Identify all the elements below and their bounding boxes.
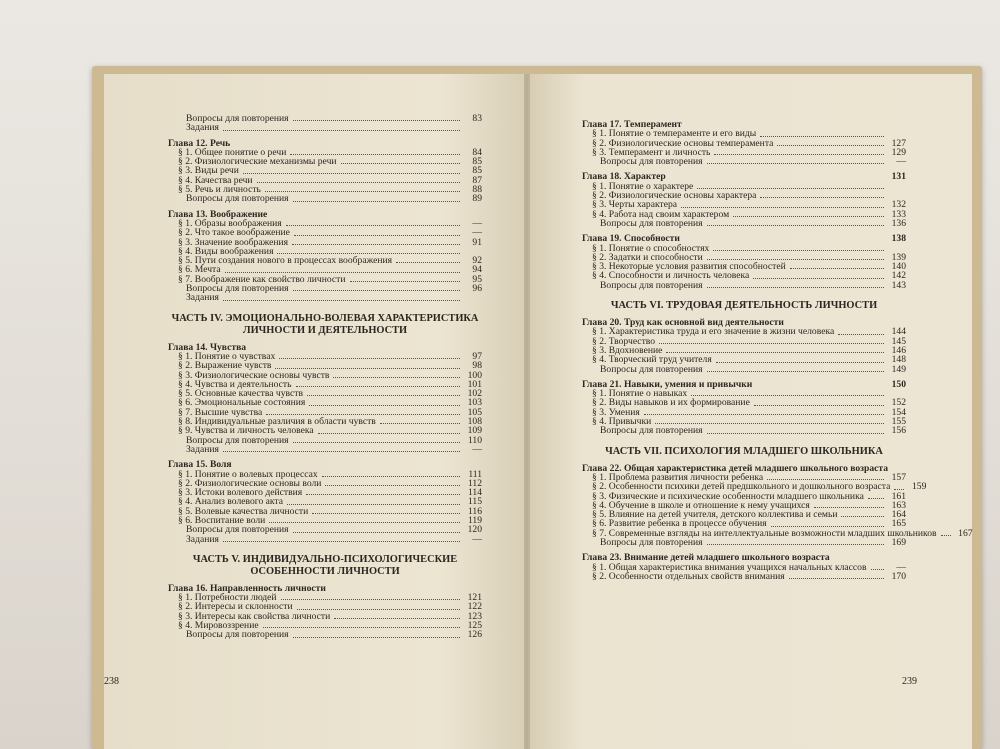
entry-title: § 2. Творчество <box>592 335 656 347</box>
entry-page-number: 149 <box>891 363 906 375</box>
dot-leader <box>309 405 460 406</box>
dot-leader <box>341 163 460 164</box>
part-heading: ЧАСТЬ IV. ЭМОЦИОНАЛЬНО-ВОЛЕВАЯ ХАРАКТЕРИСТИКА ЛИЧНОСТИ И ДЕЯТЕЛЬНОСТИ <box>171 312 479 336</box>
entry-title: Вопросы для повторения <box>186 434 289 446</box>
dot-leader <box>760 197 884 198</box>
toc-subentry <box>590 538 906 547</box>
entry-title: § 3. Истоки волевого действия <box>178 487 303 499</box>
entry-title: § 3. Вдохновение <box>592 344 663 356</box>
toc-subentry <box>176 445 482 454</box>
entry-title: § 5. Речь и личность <box>178 184 261 196</box>
dot-leader <box>871 569 884 570</box>
entry-title: § 3. Физические и психические особенности младшего школьника <box>592 490 864 502</box>
entry-page-number: 122 <box>467 601 482 613</box>
toc-subentry <box>176 525 482 534</box>
entry-title: Задания <box>186 122 219 134</box>
entry-title: § 4. Чувства и деятельность <box>178 378 292 390</box>
entry-title: § 3. Умения <box>592 406 640 418</box>
entry-page-number: 155 <box>891 416 906 428</box>
entry-title: Глава 21. Навыки, умения и привычки <box>582 378 753 390</box>
entry-page-number: 157 <box>891 471 906 483</box>
dot-leader <box>290 154 460 155</box>
entry-title: § 3. Виды речи <box>178 165 239 177</box>
entry-page-number: 114 <box>467 487 482 499</box>
entry-page-number: 139 <box>891 251 906 263</box>
toc-subentry <box>590 157 906 166</box>
entry-title: § 2. Физиологические основы характера <box>592 190 757 202</box>
entry-title: § 3. Физиологические основы чувств <box>178 369 330 381</box>
dot-leader <box>707 433 884 434</box>
entry-title: § 4. Анализ волевого акта <box>178 496 283 508</box>
dot-leader <box>286 225 460 226</box>
entry-title: Глава 20. Труд как основной вид деятельности <box>582 317 784 329</box>
entry-page-number: 167 <box>958 527 973 539</box>
entry-title: § 2. Выражение чувств <box>178 360 272 372</box>
dot-leader <box>296 386 461 387</box>
dot-leader <box>756 386 884 387</box>
toc-subentry <box>176 114 482 123</box>
entry-page-number: 103 <box>467 397 482 409</box>
dot-leader <box>767 479 884 480</box>
dot-leader <box>307 395 460 396</box>
entry-title: § 6. Эмоциональные состояния <box>178 397 306 409</box>
dot-leader <box>894 489 904 490</box>
entry-page-number: 120 <box>467 524 482 536</box>
entry-title: § 7. Высшие чувства <box>178 406 263 418</box>
entry-title: Задания <box>186 443 219 455</box>
entry-title: § 9. Чувства и личность человека <box>178 425 314 437</box>
entry-title: § 4. Качества речи <box>178 174 253 186</box>
dot-leader <box>293 201 460 202</box>
entry-title: Глава 14. Чувства <box>168 341 247 353</box>
dot-leader <box>293 120 460 121</box>
entry-title: § 6. Мечта <box>178 264 221 276</box>
entry-page-number: 170 <box>891 570 906 582</box>
entry-title: § 2. Физиологические основы темперамента <box>592 137 774 149</box>
right-page <box>530 74 972 749</box>
entry-page-number: 92 <box>472 255 482 267</box>
dot-leader <box>293 290 460 291</box>
entry-page-number: 150 <box>891 378 906 390</box>
entry-title: § 1. Понятие о навыках <box>592 388 688 400</box>
toc-subentry <box>590 219 906 228</box>
dot-leader <box>754 405 884 406</box>
entry-page-number: 126 <box>467 629 482 641</box>
dot-leader <box>707 163 884 164</box>
dot-leader <box>243 173 460 174</box>
entry-title: Глава 23. Внимание детей младшего школьного возраста <box>582 552 830 564</box>
dot-leader <box>659 343 884 344</box>
entry-page-number: 87 <box>472 174 482 186</box>
entry-title: § 5. Основные качества чувств <box>178 388 303 400</box>
dot-leader <box>707 287 884 288</box>
toc-subentry <box>176 436 482 445</box>
entry-page-number: 163 <box>891 499 906 511</box>
dot-leader <box>279 358 460 359</box>
entry-title: § 4. Привычки <box>592 416 652 428</box>
entry-page-number: 116 <box>467 505 482 517</box>
dot-leader <box>841 516 884 517</box>
dot-leader <box>277 253 460 254</box>
dot-leader <box>334 618 460 619</box>
dot-leader <box>777 145 884 146</box>
dot-leader <box>733 216 884 217</box>
entry-title: § 5. Волевые качества личности <box>178 505 309 517</box>
toc-subentry <box>590 365 906 374</box>
entry-page-number: 95 <box>472 273 482 285</box>
dot-leader <box>225 272 460 273</box>
entry-title: Глава 16. Направленность личности <box>168 582 326 594</box>
entry-title: § 6. Воспитание воли <box>178 514 266 526</box>
dot-leader <box>753 278 884 279</box>
dot-leader <box>287 504 460 505</box>
dot-leader <box>294 235 460 236</box>
entry-title: § 1. Понятие о темпераменте и его виды <box>592 128 757 140</box>
entry-title: § 1. Понятие о характере <box>592 180 694 192</box>
entry-page-number: — <box>896 561 906 573</box>
entry-page-number: 94 <box>472 264 482 276</box>
dot-leader <box>223 300 460 301</box>
dot-leader <box>644 414 884 415</box>
dot-leader <box>293 442 460 443</box>
dot-leader <box>333 377 460 378</box>
entry-page-number: 161 <box>891 490 906 502</box>
entry-page-number: 145 <box>891 335 906 347</box>
entry-page-number: 159 <box>911 481 927 493</box>
entry-page-number: 98 <box>472 360 482 372</box>
entry-title: § 5. Пути создания нового в процессах воображения <box>178 255 393 267</box>
entry-title: § 5. Влияние на детей учителя, детского коллектива и семьи <box>592 509 838 521</box>
entry-page-number: 115 <box>467 496 482 508</box>
entry-page-number: 136 <box>891 217 906 229</box>
dot-leader <box>716 362 884 363</box>
toc-subentry <box>590 281 906 290</box>
entry-title: § 1. Проблема развития личности ребенка <box>592 471 764 483</box>
entry-page-number: 83 <box>472 113 482 124</box>
dot-leader <box>838 334 884 335</box>
entry-title: Вопросы для повторения <box>600 425 703 437</box>
entry-page-number: 125 <box>467 620 482 632</box>
dot-leader <box>707 225 884 226</box>
entry-title: § 1. Потребности людей <box>178 592 277 604</box>
toc-subentry <box>176 284 482 293</box>
entry-page-number: 133 <box>891 208 906 220</box>
entry-title: § 1. Общая характеристика внимания учащихся начальных классов <box>592 561 867 573</box>
entry-page-number: — <box>472 533 482 545</box>
entry-title: Вопросы для повторения <box>600 217 703 229</box>
entry-title: Глава 15. Воля <box>168 459 232 471</box>
entry-title: § 1. Понятие о волевых процессах <box>178 468 318 480</box>
entry-page-number: 129 <box>891 146 906 158</box>
entry-title: § 6. Развитие ребенка в процессе обучения <box>592 518 767 530</box>
dot-leader <box>713 250 884 251</box>
entry-page-number: 165 <box>891 518 906 530</box>
entry-title: § 1. Понятие о способностях <box>592 242 710 254</box>
entry-title: Вопросы для повторения <box>186 193 289 205</box>
dot-leader <box>655 423 884 424</box>
dot-leader <box>868 498 884 499</box>
entry-title: § 1. Общее понятие о речи <box>178 146 287 158</box>
entry-title: § 4. Работа над своим характером <box>592 208 730 220</box>
entry-page-number: 85 <box>472 156 482 168</box>
entry-page-number: 101 <box>467 378 482 390</box>
dot-leader <box>312 513 460 514</box>
entry-page-number: 138 <box>891 233 906 245</box>
dot-leader <box>707 259 884 260</box>
toc-subentry <box>176 535 482 544</box>
dot-leader <box>322 476 460 477</box>
entry-page-number: 85 <box>472 165 482 177</box>
entry-title: § 3. Интересы как свойства личности <box>178 610 331 622</box>
dot-leader <box>350 281 460 282</box>
entry-page-number: 140 <box>891 261 906 273</box>
entry-title: § 1. Понятие о чувствах <box>178 350 276 362</box>
entry-page-number: 105 <box>467 406 482 418</box>
dot-leader <box>292 244 460 245</box>
entry-page-number: — <box>472 217 482 229</box>
dot-leader <box>707 544 884 545</box>
entry-title: § 4. Творческий труд учителя <box>592 354 712 366</box>
entry-title: § 1. Характеристика труда и его значение в жизни человека <box>592 326 835 338</box>
entry-page-number: 110 <box>467 434 482 446</box>
entry-page-number: 148 <box>891 354 906 366</box>
dot-leader <box>380 423 460 424</box>
entry-page-number: 100 <box>467 369 482 381</box>
entry-page-number: 88 <box>472 184 482 196</box>
entry-title: Вопросы для повторения <box>186 524 289 536</box>
entry-page-number: 123 <box>467 610 482 622</box>
dot-leader <box>681 207 884 208</box>
entry-page-number: 89 <box>472 193 482 205</box>
entry-page-number: 91 <box>472 236 482 248</box>
dot-leader <box>306 494 460 495</box>
dot-leader <box>265 191 460 192</box>
entry-page-number: 97 <box>472 350 482 362</box>
entry-page-number: 102 <box>467 388 482 400</box>
entry-title: § 3. Значение воображения <box>178 236 289 248</box>
entry-title: § 2. Особенности отдельных свойств внимания <box>592 570 785 582</box>
entry-page-number: 146 <box>891 344 906 356</box>
toc-subentry <box>176 293 482 302</box>
dot-leader <box>714 154 884 155</box>
entry-title: Задания <box>186 292 219 304</box>
entry-page-number: 131 <box>891 171 906 183</box>
entry-page-number: 111 <box>468 468 482 480</box>
dot-leader <box>666 352 884 353</box>
dot-leader <box>257 182 460 183</box>
toc-entry <box>176 256 482 265</box>
toc-subentry <box>176 630 482 639</box>
entry-page-number: 109 <box>467 425 482 437</box>
dot-leader <box>771 526 884 527</box>
dot-leader <box>223 541 460 542</box>
dot-leader <box>223 130 460 131</box>
part-heading: ЧАСТЬ VI. ТРУДОВАЯ ДЕЯТЕЛЬНОСТЬ ЛИЧНОСТИ <box>610 300 878 312</box>
entry-title: § 1. Образы воображения <box>178 217 282 229</box>
entry-title: § 7. Современные взгляды на интеллектуальные возможности младших школьников <box>592 527 937 539</box>
entry-page-number: 108 <box>467 416 482 428</box>
entry-page-number: 143 <box>891 279 906 291</box>
dot-leader <box>269 522 460 523</box>
entry-title: § 3. Черты характера <box>592 199 678 211</box>
left-page <box>104 74 524 749</box>
dot-leader <box>396 262 460 263</box>
part-heading: ЧАСТЬ V. ИНДИВИДУАЛЬНО-ПСИХОЛОГИЧЕСКИЕ ОСОБЕННОСТИ ЛИЧНОСТИ <box>192 553 458 577</box>
right-toc <box>582 114 973 582</box>
dot-leader <box>691 395 884 396</box>
dot-leader <box>266 414 460 415</box>
entry-page-number: 154 <box>891 406 906 418</box>
dot-leader <box>941 535 951 536</box>
entry-page-number: 142 <box>891 270 906 282</box>
entry-page-number: — <box>472 227 482 239</box>
dot-leader <box>297 609 460 610</box>
entry-page-number: 152 <box>891 397 906 409</box>
entry-page-number: — <box>472 443 482 455</box>
dot-leader <box>318 433 460 434</box>
entry-page-number: 121 <box>467 592 482 604</box>
entry-page-number: 112 <box>467 477 482 489</box>
dot-leader <box>325 485 460 486</box>
entry-title: § 7. Воображение как свойство личности <box>178 273 346 285</box>
entry-page-number: 169 <box>891 536 906 548</box>
entry-page-number: 144 <box>891 326 906 338</box>
entry-title: Задания <box>186 533 219 545</box>
entry-title: § 2. Виды навыков и их формирование <box>592 397 750 409</box>
entry-title: § 4. Способности и личность человека <box>592 270 750 282</box>
entry-title: Глава 17. Темперамент <box>582 119 682 130</box>
entry-page-number: 132 <box>891 199 906 211</box>
toc-entry <box>590 572 906 581</box>
entry-title: § 4. Мировоззрение <box>178 620 259 632</box>
entry-title: Глава 13. Воображение <box>168 208 268 220</box>
entry-title: § 4. Обучение в школе и отношение к нему учащихся <box>592 499 810 511</box>
entry-title: § 2. Интересы и склонности <box>178 601 293 613</box>
entry-title: Вопросы для повторения <box>186 283 289 295</box>
entry-title: Глава 18. Характер <box>582 171 666 183</box>
part-heading: ЧАСТЬ VII. ПСИХОЛОГИЯ МЛАДШЕГО ШКОЛЬНИКА <box>605 445 883 457</box>
entry-title: Вопросы для повторения <box>600 363 703 375</box>
entry-title: § 4. Виды воображения <box>178 245 274 257</box>
dot-leader <box>760 136 884 137</box>
entry-title: Глава 12. Речь <box>168 137 231 149</box>
dot-leader <box>789 578 884 579</box>
dot-leader <box>697 188 884 189</box>
entry-title: § 2. Особенности психики детей предшкольного и дошкольного возраста <box>592 481 891 493</box>
entry-title: § 3. Темперамент и личность <box>592 146 711 158</box>
entry-title: Вопросы для повторения <box>600 279 703 291</box>
entry-page-number: 164 <box>891 509 906 521</box>
dot-leader <box>790 268 884 269</box>
toc-subentry <box>590 426 906 435</box>
dot-leader <box>684 241 884 242</box>
entry-page-number: 96 <box>472 283 482 295</box>
dot-leader <box>707 371 884 372</box>
left-toc <box>168 113 482 641</box>
entry-page-number: — <box>896 156 906 168</box>
dot-leader <box>293 532 460 533</box>
left-page-number: 238 <box>104 676 119 687</box>
entry-title: Глава 19. Способности <box>582 233 680 245</box>
entry-title: Глава 22. Общая характеристика детей младшего школьного возраста <box>582 462 889 474</box>
entry-title: § 2. Что такое воображение <box>178 227 290 239</box>
toc-subentry <box>176 194 482 203</box>
dot-leader <box>275 368 460 369</box>
dot-leader <box>223 451 460 452</box>
entry-title: Вопросы для повторения <box>600 536 703 548</box>
entry-title: Вопросы для повторения <box>186 629 289 641</box>
dot-leader <box>814 507 884 508</box>
dot-leader <box>670 179 884 180</box>
entry-title: § 2. Задатки и способности <box>592 251 703 263</box>
entry-page-number: 84 <box>472 146 482 158</box>
entry-page-number: 156 <box>891 425 906 437</box>
entry-title: § 2. Физиологические механизмы речи <box>178 156 337 168</box>
dot-leader <box>263 627 460 628</box>
dot-leader <box>281 599 460 600</box>
entry-title: Вопросы для повторения <box>600 156 703 168</box>
entry-title: Вопросы для повторения <box>186 113 289 124</box>
entry-page-number: 127 <box>891 137 906 149</box>
entry-title: § 2. Физиологические основы воли <box>178 477 322 489</box>
entry-title: § 3. Некоторые условия развития способностей <box>592 261 786 273</box>
entry-title: § 8. Индивидуальные различия в области чувств <box>178 416 376 428</box>
right-page-number: 239 <box>902 676 917 687</box>
entry-page-number: 119 <box>467 514 482 526</box>
dot-leader <box>293 637 460 638</box>
toc-subentry <box>176 123 482 132</box>
